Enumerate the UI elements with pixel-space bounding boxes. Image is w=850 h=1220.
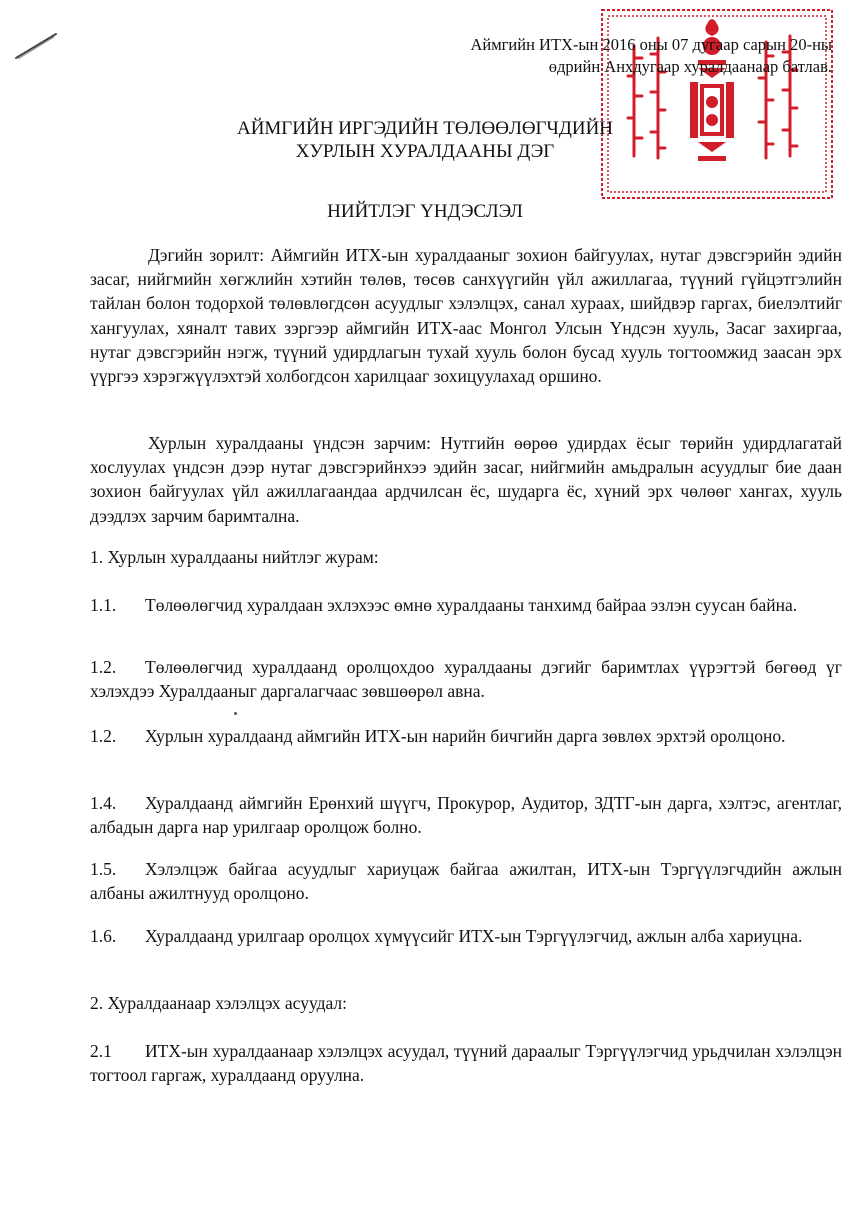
item-number: 1.1.	[90, 595, 117, 615]
item-number: 1.5.	[90, 859, 117, 879]
item-number: 1.2.	[90, 726, 117, 746]
item-number: 1.4.	[90, 793, 117, 813]
section2-heading: 2. Хуралдаанаар хэлэлцэх асуудал:	[90, 993, 348, 1013]
list-item	[90, 791, 842, 839]
section-heading: НИЙТЛЭГ ҮНДЭСЛЭЛ	[327, 201, 523, 222]
item-text: Хурлын хуралдаанд аймгийн ИТХ-ын нарийн бичгийн дарга зөвлөх эрхтэй оролцоно.	[145, 726, 786, 746]
item-text: Хуралдаанд урилгаар оролцох хүмүүсийг ИТХ-ын Тэргүүлэгчид, ажлын алба хариуцна.	[145, 926, 803, 946]
item-text: ИТХ-ын хуралдаанаар хэлэлцэх асуудал, түүний дараалыг Тэргүүлэгчид урьдчилан хэлэлцэн тогтоол гаргаж, хуралдаанд оруулна.	[90, 1041, 842, 1086]
approval-line-1: Аймгийн ИТХ-ын 2016 оны 07 дугаар сарын 20-ны	[470, 35, 832, 54]
item-number: 2.1	[90, 1041, 112, 1061]
pen-mark-icon	[12, 30, 60, 62]
speck-mark	[234, 712, 237, 715]
item-text: Төлөөлөгчид хуралдаанд оролцохдоо хуралдааны дэгийг баримтлах үүрэгтэй бөгөөд үг хэлэхдээ Хуралдааныг даргалагчаас зөвшөөрөл авна.	[90, 657, 842, 702]
item-text: Хуралдаанд аймгийн Ерөнхий шүүгч, Прокурор, Аудитор, ЗДТГ-ын дарга, хэлтэс, агентлаг, албадын дарга нар урилгаар оролцож болно.	[90, 793, 842, 838]
document-title-line-2: ХУРЛЫН ХУРАЛДААНЫ ДЭГ	[295, 141, 555, 162]
list-item	[90, 593, 842, 617]
paragraph-principle: Хурлын хуралдааны үндсэн зарчим: Нутгийн өөрөө удирдах ёсыг төрийн удирдлагатай хослуулах үндсэн дээр нутаг дэвсгэрийнхээ эдийн засаг, нийгмийн амьдралын асуудлыг бие даан зохион байгуулах үйл ажиллагаандаа ардчилсан ёс, шударга ёс, хүний эрх чөлөөг хангах, хууль дээдлэх зарчим баримтална.	[90, 433, 842, 526]
item-text: Төлөөлөгчид хуралдаан эхлэхээс өмнө хуралдааны танхимд байраа эзлэн суусан байна.	[145, 595, 798, 615]
list-item	[90, 924, 842, 948]
item-number: 1.2.	[90, 657, 117, 677]
list-item	[90, 1039, 842, 1087]
approval-note	[470, 34, 832, 78]
list-item	[90, 857, 842, 905]
list-item	[90, 724, 842, 748]
paragraph-purpose: Дэгийн зорилт: Аймгийн ИТХ-ын хуралдааныг зохион байгуулах, нутаг дэвсгэрийн эдийн засаг, нийгмийн хөгжлийн хэтийн төлөв, төсөв санхүүгийн үйл ажиллагаа, түүний гүйцэтгэлийн тайлан болон тодорхой төлөвлөгдсөн асуудлыг хэлэлцэх, санал хураах, шийдвэр гаргах, биелэлтийг хангуулах, хяналт тавих зэргээр аймгийн ИТХ-аас Монгол Улсын Үндсэн хууль, Засаг захиргаа, нутаг дэвсгэрийн нэгж, түүний удирдлагын тухай хууль болон бусад хууль тогтоомжид заасан эрх үүргээ хэрэгжүүлэхтэй холбогдсон харилцааг зохицуулахад оршино.	[90, 245, 842, 387]
item-number: 1.6.	[90, 926, 117, 946]
item-text: Хэлэлцэж байгаа асуудлыг хариуцаж байгаа ажилтан, ИТХ-ын Тэргүүлэгчдийн ажлын албаны ажилтнууд оролцоно.	[90, 859, 842, 904]
list-item	[90, 655, 842, 703]
approval-line-2: өдрийн Анхдугаар хуралдаанаар батлав.	[548, 57, 832, 76]
document-title-line-1: АЙМГИЙН ИРГЭДИЙН ТӨЛӨӨЛӨГЧДИЙН	[236, 118, 614, 139]
section1-heading: 1. Хурлын хуралдааны нийтлэг журам:	[90, 547, 379, 567]
